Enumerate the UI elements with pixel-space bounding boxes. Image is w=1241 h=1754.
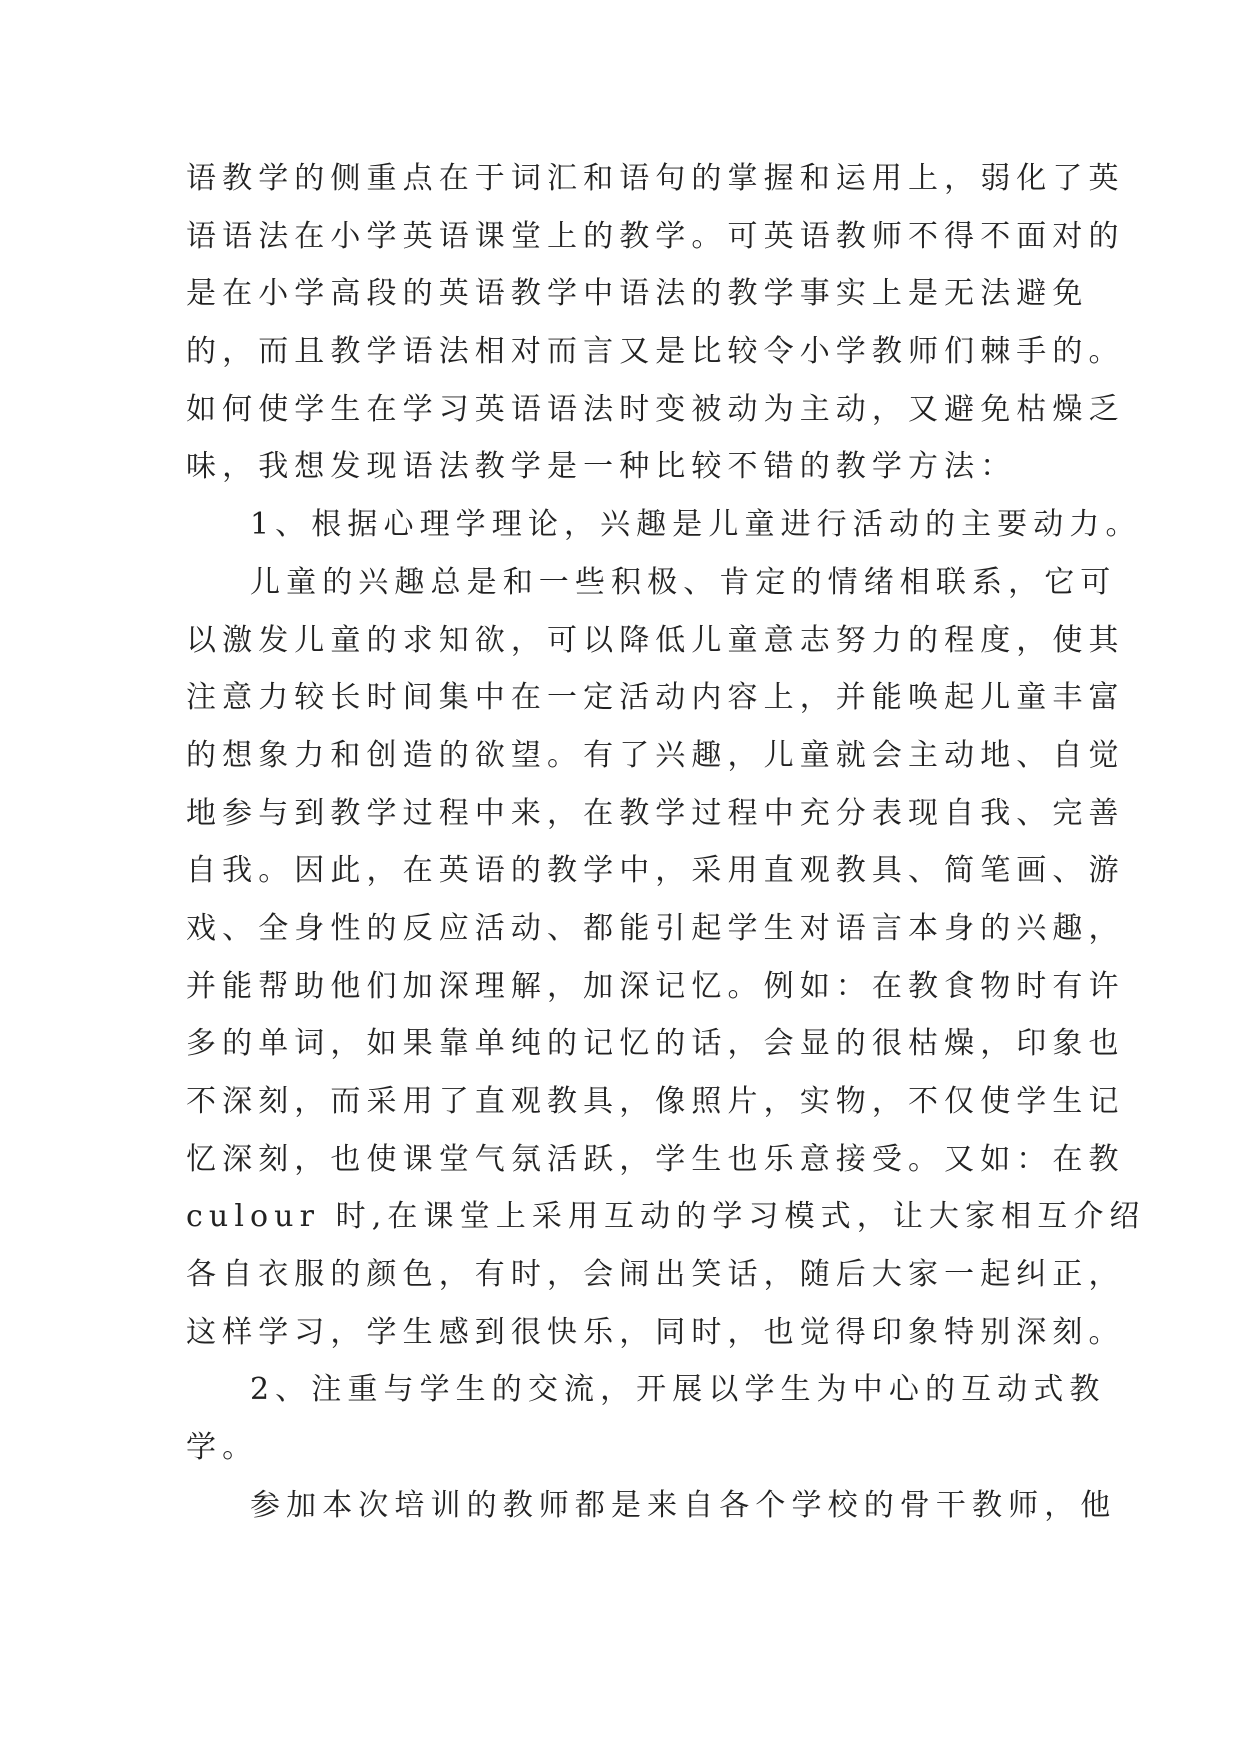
text-line: 各自衣服的颜色，有时，会闹出笑话，随后大家一起纠正， (186, 1257, 1125, 1293)
text-line: 忆深刻，也使课堂气氛活跃，学生也乐意接受。又如：在教 (186, 1141, 1125, 1177)
text-line: 的想象力和创造的欲望。有了兴趣，儿童就会主动地、自觉 (186, 737, 1125, 773)
text-line: 注意力较长时间集中在一定活动内容上，并能唤起儿童丰富 (186, 680, 1125, 716)
text-line: 儿童的兴趣总是和一些积极、肯定的情绪相联系，它可 (250, 564, 1117, 600)
text-line: 学。 (186, 1430, 259, 1466)
text-line: 语教学的侧重点在于词汇和语句的掌握和运用上，弱化了英 (186, 161, 1125, 196)
text-line: 如何使学生在学习英语语法时变被动为主动，又避免枯燥乏 (186, 391, 1125, 427)
text-line: culour 时,在课堂上采用互动的学习模式，让大家相互介绍 (186, 1199, 1146, 1235)
numbered-heading-1: 1、根据心理学理论，兴趣是儿童进行活动的主要动力。 (250, 507, 1142, 543)
text-line: 的，而且教学语法相对而言又是比较令小学教师们棘手的。 (186, 334, 1125, 370)
numbered-heading-2: 2、注重与学生的交流，开展以学生为中心的互动式教 (250, 1372, 1106, 1408)
text-line: 不深刻，而采用了直观教具，像照片，实物，不仅使学生记 (186, 1084, 1125, 1119)
text-line: 参加本次培训的教师都是来自各个学校的骨干教师，他 (250, 1487, 1117, 1523)
text-line: 是在小学高段的英语教学中语法的教学事实上是无法避免 (186, 276, 1089, 312)
text-line: 并能帮助他们加深理解，加深记忆。例如：在教食物时有许 (186, 968, 1125, 1004)
text-line: 地参与到教学过程中来，在教学过程中充分表现自我、完善 (186, 795, 1125, 831)
text-line: 味，我想发现语法教学是一种比较不错的教学方法： (186, 449, 1017, 485)
text-line: 这样学习，学生感到很快乐，同时，也觉得印象特别深刻。 (186, 1314, 1125, 1350)
text-line: 戏、全身性的反应活动、都能引起学生对语言本身的兴趣， (186, 910, 1125, 946)
text-line: 语语法在小学英语课堂上的教学。可英语教师不得不面对的 (186, 218, 1125, 254)
text-line: 自我。因此，在英语的教学中，采用直观教具、简笔画、游 (186, 853, 1125, 889)
body-text (186, 150, 1146, 1535)
text-line: 多的单词，如果靠单纯的记忆的话，会显的很枯燥，印象也 (186, 1026, 1125, 1062)
text-line: 以激发儿童的求知欲，可以降低儿童意志努力的程度，使其 (186, 622, 1125, 658)
